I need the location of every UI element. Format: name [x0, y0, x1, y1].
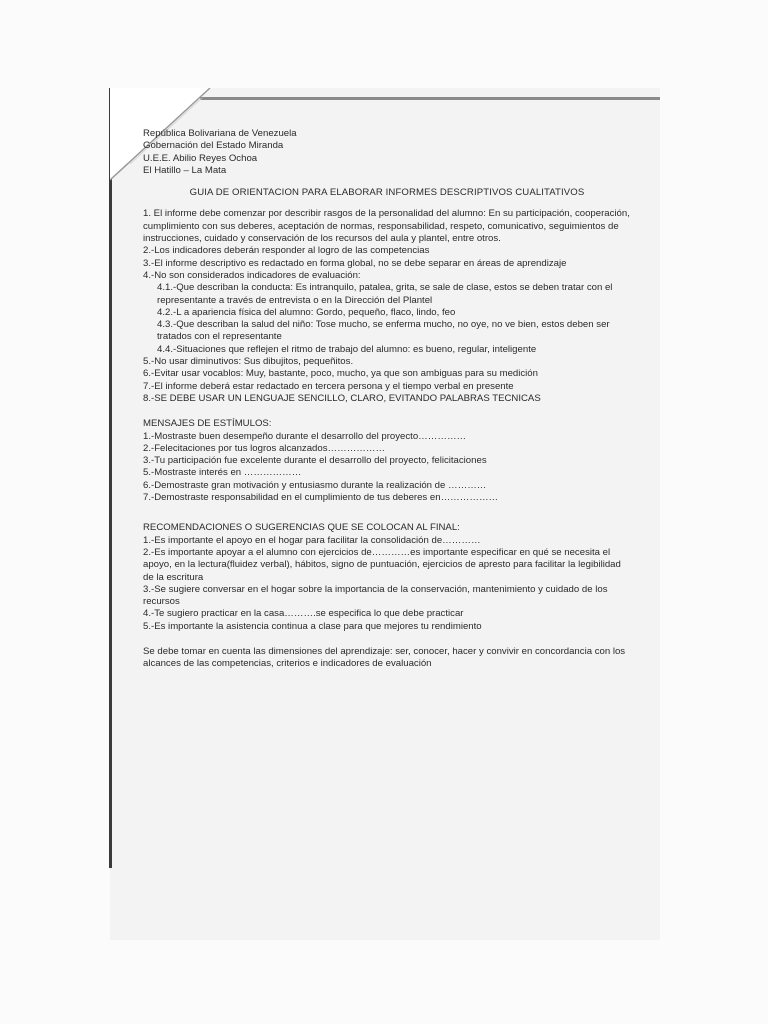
- mensajes-heading: MENSAJES DE ESTÍMULOS:: [143, 418, 272, 430]
- recomendacion-item: 1.-Es importante el apoyo en el hogar para facilitar la consolidación de…………: [143, 534, 481, 546]
- guide-item: 7.-El informe deberá estar redactado en tercera persona y el tiempo verbal en presente: [143, 380, 514, 392]
- recomendacion-item: 4.-Te sugiero practicar en la casa……….se especifica lo que debe practicar: [143, 608, 464, 620]
- page-left-edge: [109, 88, 112, 868]
- mensaje-item: 5.-Mostraste interés en ………………: [143, 467, 302, 479]
- document-title: GUIA DE ORIENTACION PARA ELABORAR INFORMES DESCRIPTIVOS CUALITATIVOS: [189, 187, 585, 199]
- guide-subitem: 4.3.-Que describan la salud del niño: Tose mucho, se enferma mucho, no oye, no ve bien, estos deben ser tratados con el representante: [157, 319, 610, 343]
- mensaje-item: 1.-Mostraste buen desempeño durante el desarrollo del proyecto……………: [143, 430, 467, 442]
- mensaje-item: 6.-Demostraste gran motivación y entusiasmo durante la realización de …………: [143, 479, 487, 491]
- mensaje-item: 2.-Felecitaciones por tus logros alcanzados………………: [143, 442, 386, 454]
- recomendacion-item: 3.-Se sugiere conversar en el hogar sobre la importancia de la conservación, mantenimiento y cuidado de los recursos: [143, 583, 608, 608]
- guide-item: 4.-No son considerados indicadores de evaluación:: [143, 269, 361, 281]
- mensaje-item: 7.-Demostraste responsabilidad en el cumplimiento de tus deberes en………………: [143, 492, 499, 504]
- guide-subitem: 4.2.-L a apariencia física del alumno: Gordo, pequeño, flaco, lindo, feo: [157, 306, 456, 318]
- mensajes-section: [143, 418, 631, 504]
- recomendacion-item: 2.-Es importante apoyar a el alumno con ejercicios de…………es importante especificar en qué se necesita el apoyo, en la lectura(fluidez verbal), hábitos, signo de puntuación, ejercicios de apresto para facilitar la legibilidad de la escritura: [143, 546, 621, 583]
- guide-item: 6.-Evitar usar vocablos: Muy, bastante, poco, mucho, ya que son ambiguas para su medición: [143, 368, 538, 380]
- document-content: [143, 128, 631, 671]
- guide-list: [143, 208, 631, 405]
- letterhead-republic: República Bolivariana de Venezuela: [143, 128, 297, 139]
- guide-subitem: 4.4.-Situaciones que reflejen el ritmo de trabajo del alumno: es bueno, regular, inteligente: [157, 343, 537, 355]
- mensaje-item: 3.-Tu participación fue excelente durante el desarrollo del proyecto, felicitaciones: [143, 455, 487, 467]
- guide-subitem: 4.1.-Que describan la conducta: Es intranquilo, patalea, grita, se sale de clase, estos se deben tratar con el representante a través de entrevista o en la Dirección del Plantel: [157, 282, 613, 306]
- letterhead-government: Gobernación del Estado Miranda: [143, 140, 284, 152]
- closing-paragraph: Se debe tomar en cuenta las dimensiones del aprendizaje: ser, conocer, hacer y convivir en concordancia con los alcances de las competencias, criterios e indicadores de evaluación: [143, 645, 626, 670]
- guide-item: 8.-SE DEBE USAR UN LENGUAJE SENCILLO, CLARO, EVITANDO PALABRAS TECNICAS: [143, 392, 541, 404]
- recomendaciones-heading: RECOMENDACIONES O SUGERENCIAS QUE SE COLOCAN AL FINAL:: [143, 522, 460, 534]
- guide-item: 1. El informe debe comenzar por describir rasgos de la personalidad del alumno: En su participación, cooperación, cumplimiento con sus deberes, aceptación de normas, responsabilidad, respeto, comunicativo, seguimientos de instrucciones, cuidado y conservación de los recursos del aula y plantel, entre otros.: [143, 208, 630, 245]
- guide-item: 3.-El informe descriptivo es redactado en forma global, no se debe separar en áreas de aprendizaje: [143, 257, 567, 269]
- letterhead-school: U.E.E. Abilio Reyes Ochoa: [143, 152, 258, 164]
- page-top-edge: [200, 97, 660, 100]
- recomendaciones-section: [143, 522, 631, 633]
- letterhead: [143, 128, 631, 177]
- guide-item: 2.-Los indicadores deberán responder al logro de las competencias: [143, 245, 430, 257]
- guide-item: 5.-No usar diminutivos: Sus dibujitos, pequeñitos.: [143, 356, 354, 368]
- letterhead-location: El Hatillo – La Mata: [143, 164, 227, 176]
- recomendacion-item: 5.-Es importante la asistencia continua a clase para que mejores tu rendimiento: [143, 620, 482, 632]
